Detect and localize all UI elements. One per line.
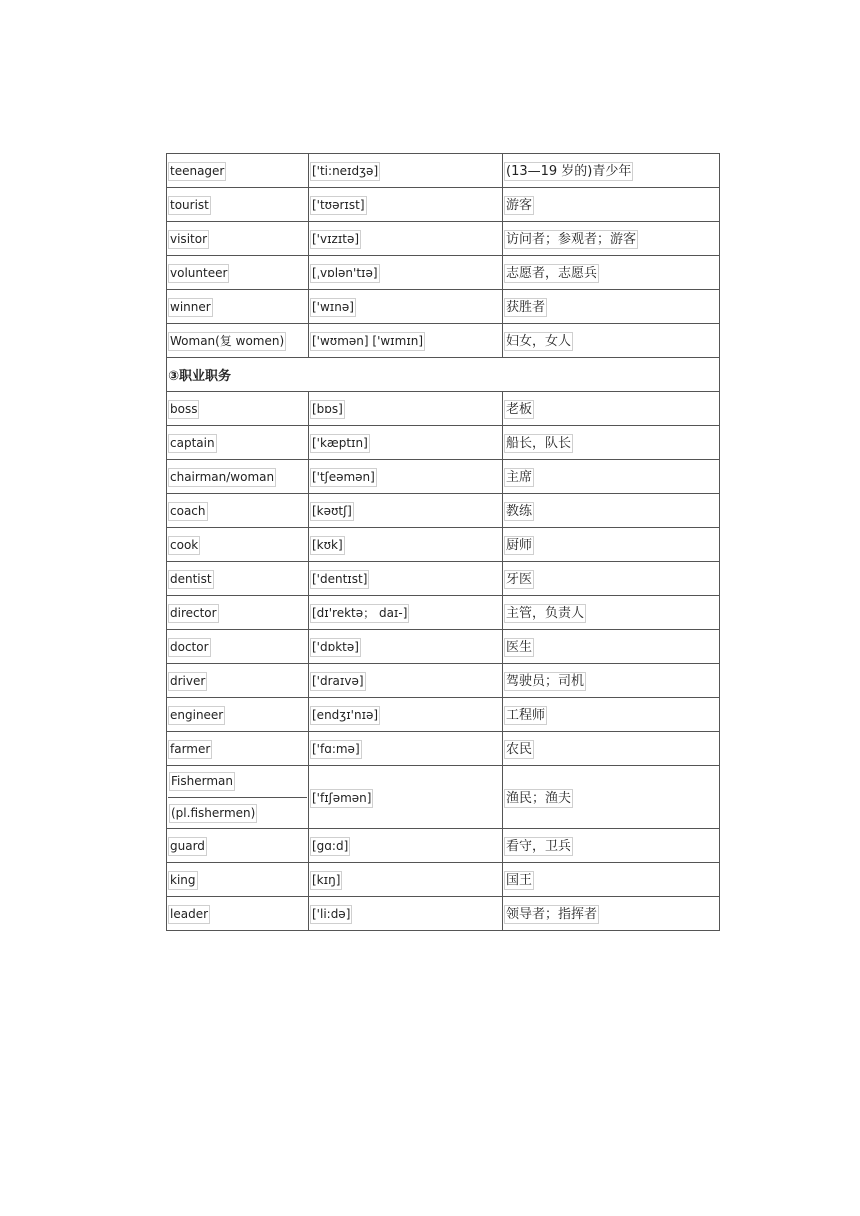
word-cell (167, 664, 309, 698)
meaning-text: 牙医 (506, 572, 533, 587)
table-row (167, 766, 720, 829)
phonetic-cell (309, 562, 503, 596)
phonetic-text: ['ti:neɪdʒə] (310, 162, 380, 181)
table-row (167, 528, 720, 562)
phonetic-text: ['dentɪst] (310, 570, 369, 589)
phonetic-cell (309, 188, 503, 222)
meaning-cell (503, 664, 720, 698)
word-text: doctor (168, 638, 211, 657)
meaning-cell (503, 766, 720, 829)
word-text: visitor (168, 230, 209, 249)
word-cell (167, 392, 309, 426)
phonetic-text: ['tʊərɪst] (310, 196, 367, 215)
meaning-cell (503, 460, 720, 494)
word-cell (167, 426, 309, 460)
word-cell (167, 528, 309, 562)
phonetic-text: [ˌvɒlən'tɪə] (310, 264, 380, 283)
meaning-cell (503, 863, 720, 897)
word-text: leader (168, 905, 210, 924)
phonetic-text: [bɒs] (310, 400, 345, 419)
table-row (167, 392, 720, 426)
phonetic-text: [kəʊtʃ] (310, 502, 354, 521)
word-text: cook (168, 536, 200, 555)
phonetic-text: [dɪ'rektə； daɪ-] (310, 604, 409, 623)
phonetic-cell (309, 256, 503, 290)
word-cell (167, 829, 309, 863)
table-row (167, 732, 720, 766)
meaning-text: 游客 (506, 198, 533, 213)
table-row (167, 324, 720, 358)
word-cell (167, 324, 309, 358)
meaning-text: 农民 (506, 742, 533, 757)
meaning-text: 志愿者，志愿兵 (506, 266, 598, 281)
word-cell (167, 596, 309, 630)
table-row (167, 494, 720, 528)
phonetic-text: ['fɪʃəmən] (310, 789, 373, 808)
phonetic-text: ['wʊmən] ['wɪmɪn] (310, 332, 425, 351)
word-text: boss (168, 400, 199, 419)
word-cell (167, 154, 309, 188)
table-row (167, 426, 720, 460)
table-row (167, 664, 720, 698)
word-text: captain (168, 434, 217, 453)
word-text: director (168, 604, 219, 623)
meaning-cell (503, 732, 720, 766)
table-row (167, 630, 720, 664)
phonetic-cell (309, 426, 503, 460)
phonetic-cell (309, 829, 503, 863)
meaning-text: 渔民；渔夫 (506, 790, 572, 806)
word-line-1: Fisherman (169, 772, 235, 791)
phonetic-text: ['fɑ:mə] (310, 740, 362, 759)
word-text: king (168, 871, 198, 890)
section-row (167, 358, 720, 392)
table-row (167, 698, 720, 732)
table-row (167, 154, 720, 188)
phonetic-cell (309, 698, 503, 732)
table-row (167, 596, 720, 630)
phonetic-cell (309, 766, 503, 829)
meaning-cell (503, 392, 720, 426)
meaning-text: 获胜者 (506, 300, 546, 315)
word-cell (167, 256, 309, 290)
table-row (167, 290, 720, 324)
table-row (167, 222, 720, 256)
section-title: ③职业职务 (167, 358, 720, 392)
word-cell (167, 222, 309, 256)
meaning-cell (503, 596, 720, 630)
word-cell (167, 188, 309, 222)
meaning-cell (503, 324, 720, 358)
meaning-text: 国王 (506, 873, 533, 888)
word-text: winner (168, 298, 213, 317)
table-row (167, 460, 720, 494)
meaning-cell (503, 256, 720, 290)
word-text: engineer (168, 706, 225, 725)
table-row (167, 863, 720, 897)
meaning-cell (503, 630, 720, 664)
phonetic-text: [kʊk] (310, 536, 345, 555)
meaning-cell (503, 562, 720, 596)
meaning-cell (503, 829, 720, 863)
word-text: dentist (168, 570, 214, 589)
meaning-cell (503, 698, 720, 732)
table-row (167, 829, 720, 863)
word-text: Woman(复 women) (168, 332, 286, 351)
word-text: guard (168, 837, 207, 856)
word-text: farmer (168, 740, 212, 759)
table-section-header (167, 358, 720, 392)
meaning-text: 船长，队长 (506, 436, 572, 451)
phonetic-cell (309, 897, 503, 931)
word-cell (167, 630, 309, 664)
phonetic-text: [endʒɪ'nɪə] (310, 706, 380, 725)
phonetic-cell (309, 290, 503, 324)
word-cell (167, 562, 309, 596)
meaning-cell (503, 426, 720, 460)
phonetic-cell (309, 664, 503, 698)
phonetic-text: ['li:də] (310, 905, 352, 924)
table-row (167, 188, 720, 222)
phonetic-text: ['dɒktə] (310, 638, 361, 657)
word-text: volunteer (168, 264, 229, 283)
phonetic-cell (309, 732, 503, 766)
phonetic-text: [gɑ:d] (310, 837, 350, 856)
word-text: chairman/woman (168, 468, 276, 487)
phonetic-cell (309, 222, 503, 256)
meaning-cell (503, 528, 720, 562)
word-cell (167, 698, 309, 732)
table-section-fisherman (167, 766, 720, 829)
table-section-people (167, 154, 720, 358)
word-cell (167, 494, 309, 528)
word-cell (167, 290, 309, 324)
phonetic-cell (309, 630, 503, 664)
meaning-text: 妇女，女人 (506, 334, 572, 349)
word-cell (167, 863, 309, 897)
meaning-text: 驾驶员；司机 (506, 674, 585, 689)
word-cell (167, 766, 309, 829)
meaning-cell (503, 897, 720, 931)
phonetic-text: ['tʃeəmən] (310, 468, 377, 487)
word-text: driver (168, 672, 207, 691)
meaning-cell (503, 494, 720, 528)
meaning-text: 看守，卫兵 (506, 839, 572, 854)
meaning-text: 工程师 (506, 708, 546, 723)
vocabulary-table (166, 153, 720, 931)
meaning-text: 主管，负责人 (506, 606, 585, 621)
table-section-occupations-cont (167, 829, 720, 931)
phonetic-text: ['draɪvə] (310, 672, 366, 691)
meaning-cell (503, 222, 720, 256)
meaning-text: 厨师 (506, 538, 533, 553)
phonetic-cell (309, 596, 503, 630)
word-cell (167, 460, 309, 494)
phonetic-text: [kɪŋ] (310, 871, 342, 890)
meaning-text: 医生 (506, 640, 533, 655)
meaning-text: 领导者；指挥者 (506, 907, 598, 922)
phonetic-cell (309, 460, 503, 494)
word-cell (167, 732, 309, 766)
word-text: teenager (168, 162, 226, 181)
word-text: tourist (168, 196, 211, 215)
meaning-text: 教练 (506, 504, 533, 519)
word-line-2: (pl.fishermen) (169, 804, 257, 823)
meaning-cell (503, 154, 720, 188)
meaning-cell (503, 188, 720, 222)
meaning-text: 访问者；参观者；游客 (506, 232, 637, 247)
meaning-text: 老板 (506, 402, 533, 417)
phonetic-cell (309, 392, 503, 426)
word-text: coach (168, 502, 208, 521)
phonetic-cell (309, 154, 503, 188)
phonetic-cell (309, 324, 503, 358)
table-row (167, 897, 720, 931)
meaning-cell (503, 290, 720, 324)
phonetic-cell (309, 494, 503, 528)
phonetic-cell (309, 863, 503, 897)
phonetic-cell (309, 528, 503, 562)
phonetic-text: ['wɪnə] (310, 298, 356, 317)
table-row (167, 256, 720, 290)
meaning-text: 主席 (506, 470, 533, 485)
phonetic-text: ['vɪzɪtə] (310, 230, 361, 249)
table-section-occupations (167, 392, 720, 766)
phonetic-text: ['kæptɪn] (310, 434, 370, 453)
word-cell (167, 897, 309, 931)
meaning-text: (13—19 岁的)青少年 (506, 164, 632, 179)
table-row (167, 562, 720, 596)
